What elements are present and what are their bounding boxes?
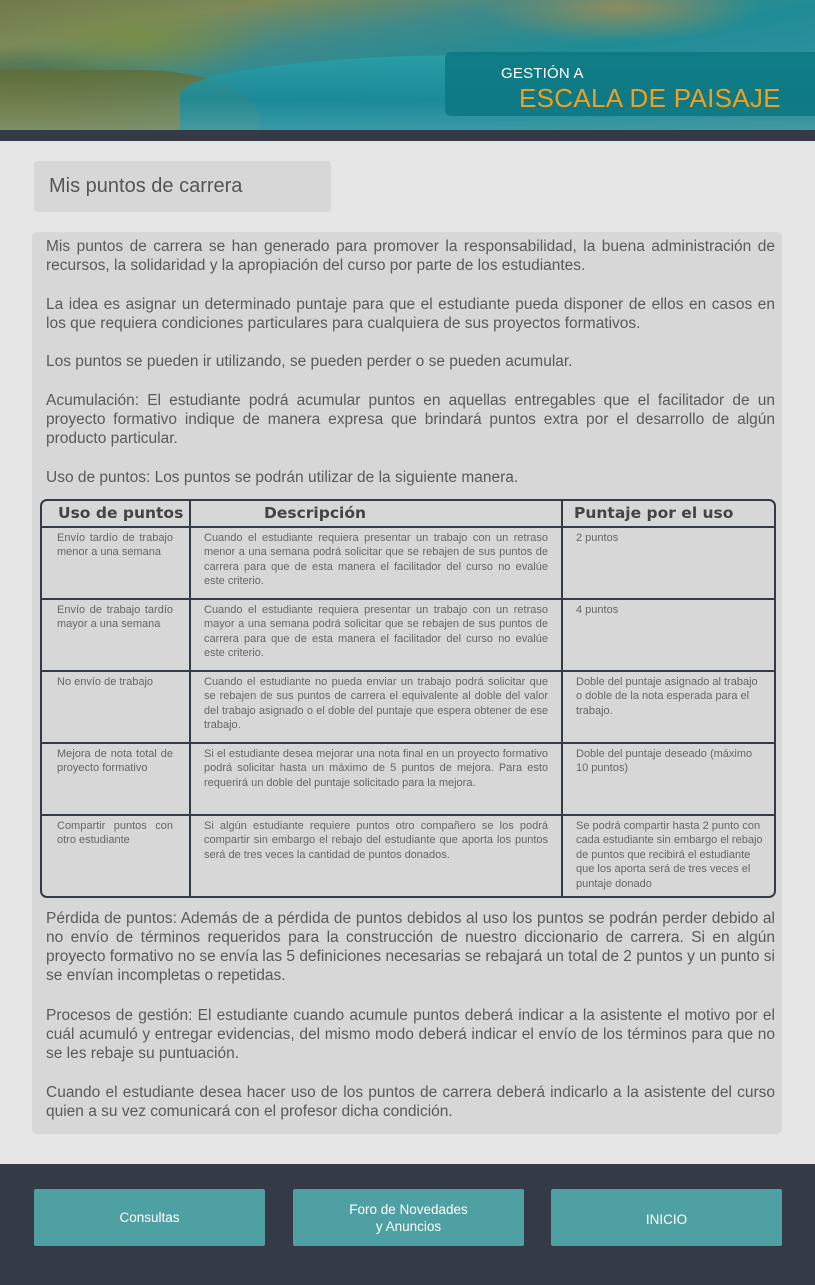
consultas-button[interactable] [34, 1189, 265, 1246]
table-cell-score: 2 puntos [576, 532, 619, 544]
consultas-button-label: Consultas [119, 1210, 180, 1225]
table-row [42, 528, 774, 600]
table-cell-score: 4 puntos [576, 604, 619, 616]
points-usage-table [40, 499, 776, 898]
site-title-small: GESTIÓN A [501, 65, 584, 82]
table-cell-score: Doble del puntaje asignado al trabajo o doble de la nota esperada para el trabajo. [576, 676, 758, 717]
header-banner [0, 0, 815, 130]
table-row [42, 672, 774, 744]
table-cell-usage: Envío de trabajo tardío mayor a una semana [57, 604, 173, 631]
table-cell-score: Doble del puntaje deseado (máximo 10 puntos) [576, 748, 753, 775]
table-cell-description: Si algún estudiante requiere puntos otro compañero se los podrá compartir sin embargo el rebajo del estudiante que aporta los puntos será de tres veces la cantidad de puntos donados. [204, 820, 548, 861]
table-header [42, 501, 774, 528]
table-cell-usage: Envío tardío de trabajo menor a una semana [57, 532, 173, 559]
table-cell-usage: Compartir puntos con otro estudiante [57, 820, 173, 847]
table-cell-description: Cuando el estudiante requiera presentar un trabajo con un retraso mayor a una semana podrá solicitar que se rebajen de sus puntos de carrera para que de esta manera el facilitador del curso no evalúe este criterio. [204, 604, 548, 660]
table-cell-usage: Mejora de nota total de proyecto formativo [57, 748, 173, 775]
page-title: Mis puntos de carrera [49, 175, 243, 197]
site-title-box [445, 52, 815, 116]
table-row [42, 600, 774, 672]
table-header-description: Descripción [264, 504, 367, 522]
forum-button[interactable] [293, 1189, 524, 1246]
paragraph-idea: La idea es asignar un determinado puntaje para que el estudiante pueda disponer de ellos en casos en los que requiera condiciones particulares para cualquiera de sus proyectos formativos. [46, 296, 775, 332]
inicio-button-label: INICIO [645, 1212, 688, 1227]
table-cell-description: Cuando el estudiante no pueda enviar un trabajo podrá solicitar que se rebajen de sus puntos de carrera el equivalente al doble del valor del trabajo asignado o el doble del puntaje que espera obtener de ese trabajo. [204, 676, 548, 732]
paragraph-usage-intro: Uso de puntos: Los puntos se podrán utilizar de la siguiente manera. [46, 469, 519, 486]
site-title-big: ESCALA DE PAISAJE [519, 83, 781, 113]
header-divider [0, 130, 815, 141]
inicio-button[interactable] [551, 1189, 782, 1246]
paragraph-management: Procesos de gestión: El estudiante cuando acumule puntos deberá indicar a la asistente el motivo por el cuál acumuló y entregar evidencias, del mismo modo deberá indicar el envío de los términos para que no se les rebaje su puntuación. [46, 1007, 775, 1062]
table-cell-usage: No envío de trabajo [57, 676, 154, 688]
footer-bar [0, 1164, 815, 1285]
page-title-box [34, 161, 331, 212]
table-row [42, 744, 774, 816]
paragraph-usage-request: Cuando el estudiante desea hacer uso de los puntos de carrera deberá indicarlo a la asistente del curso quien a su vez comunicará con el profesor dicha condición. [46, 1084, 775, 1120]
table-header-usage: Uso de puntos [58, 504, 184, 522]
table-row [42, 816, 774, 898]
paragraph-accumulation: Acumulación: El estudiante podrá acumular puntos en aquellas entregables que el facilitador de un proyecto formativo indique de manera expresa que brindará puntos extra por el desarrollo de algún producto particular. [46, 392, 775, 447]
table-header-score: Puntaje por el uso [574, 504, 734, 522]
content-panel [32, 232, 782, 1134]
forum-button-label: Foro de Novedades y Anuncios [349, 1201, 468, 1234]
table-cell-description: Si el estudiante desea mejorar una nota final en un proyecto formativo podrá solicitar hasta un máximo de 5 puntos de mejora. Para esto requerirá un doble del puntaje solicitado para la mejora. [204, 748, 548, 789]
table-cell-score: Se podrá compartir hasta 2 punto con cada estudiante sin embargo el rebajo de puntos que recibirá el estudiante que los aporta será de tres veces el puntaje donado [576, 820, 763, 890]
table-cell-description: Cuando el estudiante requiera presentar un trabajo con un retraso menor a una semana podrá solicitar que se rebajen de sus puntos de carrera para que de esta manera el facilitador del curso no evalúe este criterio. [204, 532, 548, 588]
paragraph-intro: Mis puntos de carrera se han generado para promover la responsabilidad, la buena administración de recursos, la solidaridad y la apropiación del curso por parte de los estudiantes. [46, 238, 775, 274]
paragraph-usage-summary: Los puntos se pueden ir utilizando, se pueden perder o se pueden acumular. [46, 353, 573, 370]
paragraph-loss: Pérdida de puntos: Además de a pérdida de puntos debidos al uso los puntos se podrán perder debido al no envío de términos requeridos para la construcción de nuestro diccionario de carrera. Si en algún proyecto formativo no se envía las 5 definiciones necesarias se rebajará un total de 2 puntos y un punto si se envían incompletas o repetidas. [46, 910, 775, 984]
